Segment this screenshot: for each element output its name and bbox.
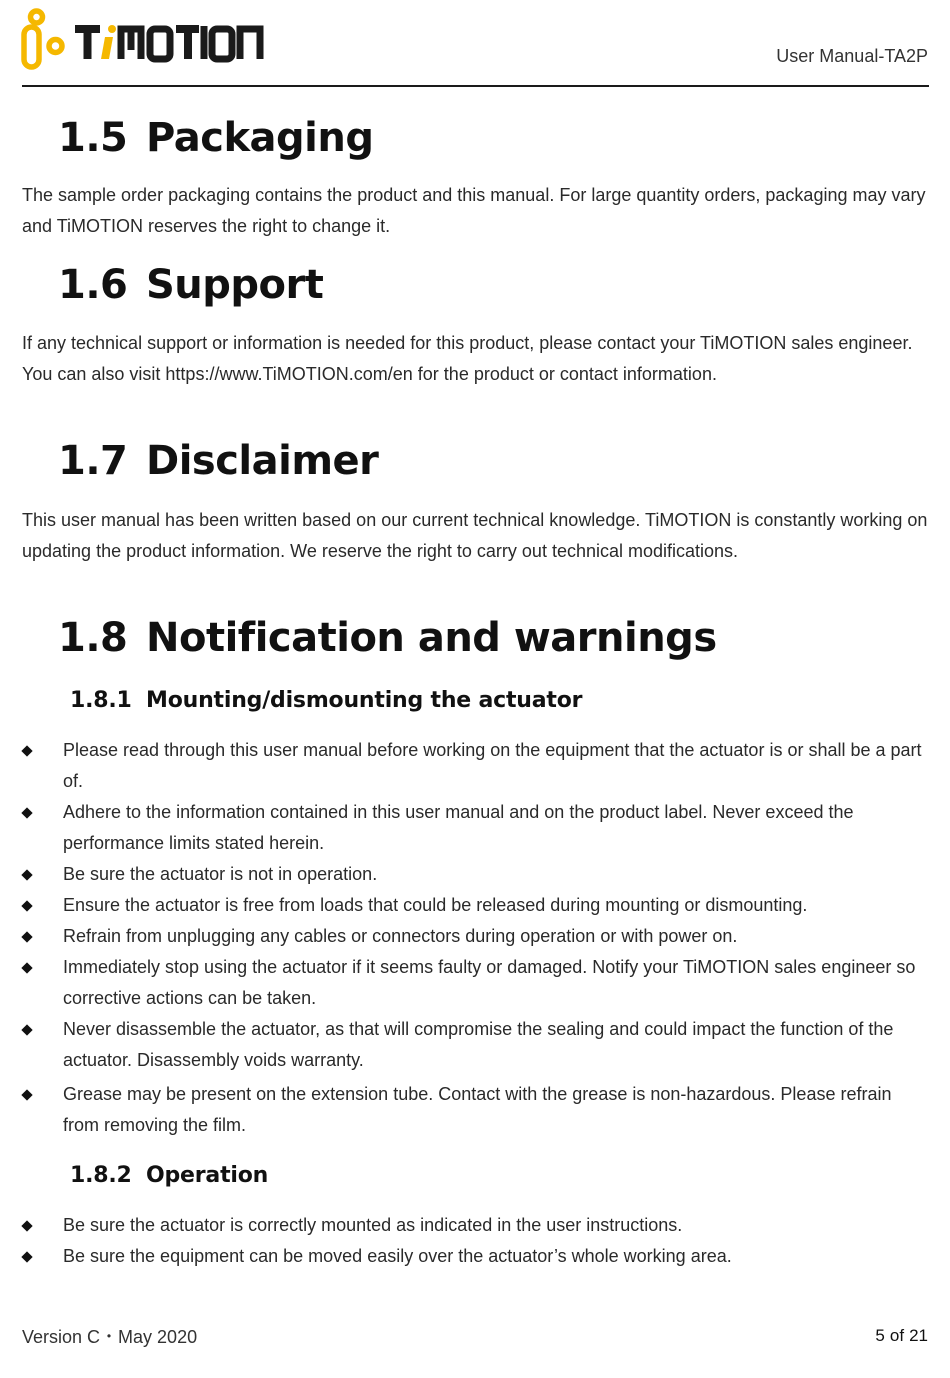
list-item — [22, 1079, 930, 1141]
subsection-title: Operation — [146, 1163, 269, 1188]
list-item-text: Grease may be present on the extension tube. Contact with the grease is non-hazardous. Please refrain from removing the film. — [63, 1084, 892, 1135]
list-item-text: Refrain from unplugging any cables or connectors during operation or with power on. — [63, 926, 738, 946]
list-item — [22, 859, 930, 890]
list-item-text: Be sure the actuator is not in operation. — [63, 864, 378, 884]
paragraph-packaging: The sample order packaging contains the product and this manual. For large quantity orders, packaging may vary and TiMOTION reserves the right to change it. — [22, 185, 926, 236]
list-item — [22, 1014, 930, 1076]
diamond-bullet-icon — [21, 1220, 32, 1231]
paragraph-support: If any technical support or information is needed for this product, please contact your TiMOTION sales engineer. You can also visit https://www.TiMOTION.com/en for the product or contact information. — [22, 333, 913, 384]
page-current: 5 — [875, 1326, 885, 1345]
section-number: 1.7 — [58, 438, 128, 484]
diamond-bullet-icon — [21, 807, 32, 818]
diamond-bullet-icon — [21, 869, 32, 880]
list-item-text: Adhere to the information contained in this user manual and on the product label. Never exceed the performance limits stated herein. — [63, 802, 854, 853]
section-title: Disclaimer — [146, 438, 379, 484]
subsection-number: 1.8.2 — [70, 1163, 132, 1188]
page-of-label: of — [889, 1326, 905, 1345]
section-heading-disclaimer — [58, 438, 378, 484]
diamond-bullet-icon — [21, 962, 32, 973]
list-item — [22, 890, 930, 921]
list-item-text: Immediately stop using the actuator if it seems faulty or damaged. Notify your TiMOTION sales engineer so corrective actions can be taken. — [63, 957, 916, 1008]
mounting-bullet-list — [22, 735, 930, 1141]
page-number — [870, 1326, 928, 1346]
list-item — [22, 797, 930, 859]
list-item-text: Please read through this user manual before working on the equipment that the actuator is or shall be a part of. — [63, 740, 922, 791]
section-title: Support — [146, 262, 324, 308]
list-item-text: Never disassemble the actuator, as that will compromise the sealing and could impact the function of the actuator. Disassembly voids warranty. — [63, 1019, 894, 1070]
section-title: Packaging — [146, 115, 374, 161]
section-number: 1.6 — [58, 262, 128, 308]
subsection-heading-mounting — [70, 688, 582, 713]
list-item-text: Be sure the actuator is correctly mounted as indicated in the user instructions. — [63, 1215, 683, 1235]
header-divider — [22, 85, 929, 87]
list-item — [22, 735, 930, 797]
section-heading-packaging — [58, 115, 374, 161]
subsection-title: Mounting/dismounting the actuator — [146, 688, 583, 713]
section-title: Notification and warnings — [146, 615, 717, 661]
subsection-number: 1.8.1 — [70, 688, 132, 713]
diamond-bullet-icon — [21, 931, 32, 942]
section-number: 1.8 — [58, 615, 128, 661]
footer-version: Version C・May 2020 — [22, 1327, 198, 1347]
page-total: 21 — [909, 1326, 928, 1345]
list-item-text: Be sure the equipment can be moved easily over the actuator’s whole working area. — [63, 1246, 732, 1266]
list-item-text: Ensure the actuator is free from loads that could be released during mounting or dismounting. — [63, 895, 808, 915]
timotion-logo — [20, 6, 270, 72]
list-item — [22, 1210, 930, 1241]
paragraph-disclaimer: This user manual has been written based on our current technical knowledge. TiMOTION is constantly working on updating the product information. We reserve the right to carry out technical modifications. — [22, 510, 928, 561]
list-item — [22, 952, 930, 1014]
diamond-bullet-icon — [21, 1024, 32, 1035]
diamond-bullet-icon — [21, 900, 32, 911]
list-item — [22, 921, 930, 952]
list-item — [22, 1241, 930, 1272]
section-number: 1.5 — [58, 115, 128, 161]
section-heading-support — [58, 262, 323, 308]
subsection-heading-operation — [70, 1163, 268, 1188]
operation-bullet-list — [22, 1210, 930, 1272]
diamond-bullet-icon — [21, 1251, 32, 1262]
section-heading-notifications — [58, 615, 717, 661]
document-title: User Manual-TA2P — [776, 46, 928, 66]
diamond-bullet-icon — [21, 1089, 32, 1100]
diamond-bullet-icon — [21, 745, 32, 756]
